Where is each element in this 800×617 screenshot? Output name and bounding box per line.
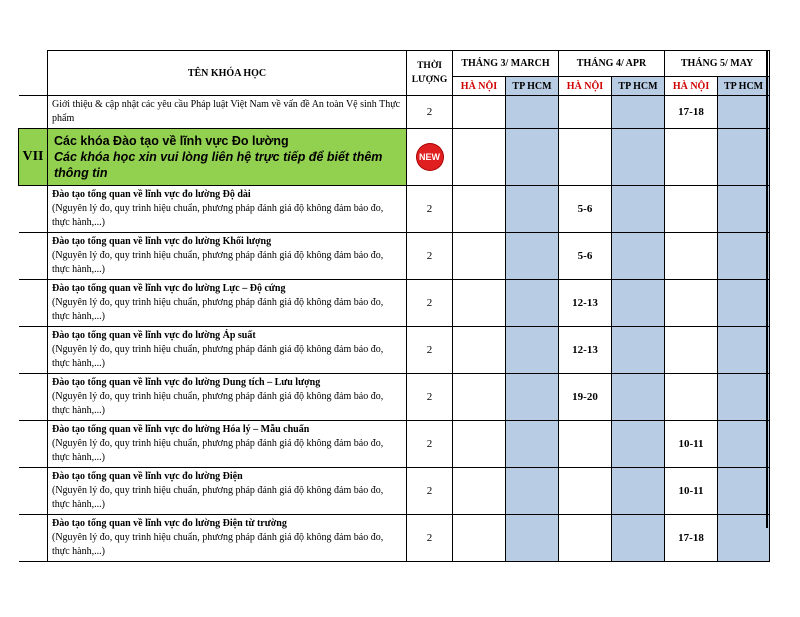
city-hanoi-header: HÀ NỘI: [665, 77, 718, 96]
section-title-cell: [48, 129, 407, 186]
date-cell-april-hcm: [612, 186, 665, 233]
date-cell-april-hcm: [612, 515, 665, 562]
date-cell-march-hcm: [506, 233, 559, 280]
section-subtitle: Các khóa học xin vui lòng liên hệ trực tiếp để biết thêm thông tin: [54, 150, 383, 180]
date-cell-april-hn: [559, 96, 612, 129]
index-header: [19, 51, 48, 96]
date-cell-april-hn: 5-6: [559, 233, 612, 280]
course-title-cell: [48, 327, 407, 374]
empty-cell: [718, 129, 770, 186]
course-title-cell: [48, 280, 407, 327]
date-cell-may-hn: [665, 374, 718, 421]
city-hcm-header: TP HCM: [718, 77, 770, 96]
date-cell-april-hcm: [612, 233, 665, 280]
table-row: [19, 374, 770, 421]
course-description: (Nguyên lý đo, quy trình hiệu chuẩn, phương pháp đánh giá độ không đảm bảo đo, thực hành,...): [52, 344, 384, 369]
date-cell-april-hn: [559, 421, 612, 468]
date-cell-march-hn: [453, 96, 506, 129]
date-cell-may-hcm: [718, 468, 770, 515]
header-row-months: [19, 51, 770, 77]
course-title: Giới thiệu & cập nhật các yêu cầu Pháp luật Việt Nam về vấn đề An toàn Vệ sinh Thực phẩm: [52, 99, 401, 124]
date-cell-april-hn: 19-20: [559, 374, 612, 421]
date-cell-may-hn: 10-11: [665, 468, 718, 515]
date-cell-march-hcm: [506, 515, 559, 562]
table-row: [19, 280, 770, 327]
row-index-cell: [19, 186, 48, 233]
course-description: (Nguyên lý đo, quy trình hiệu chuẩn, phương pháp đánh giá độ không đảm bảo đo, thực hành,...): [52, 250, 384, 275]
empty-cell: [612, 129, 665, 186]
course-title: Đào tạo tổng quan về lĩnh vực đo lường Hóa lý – Mẫu chuẩn: [52, 424, 310, 435]
date-cell-march-hcm: [506, 421, 559, 468]
course-title-cell: [48, 374, 407, 421]
row-index-cell: [19, 421, 48, 468]
date-cell-may-hcm: [718, 233, 770, 280]
date-cell-march-hn: [453, 374, 506, 421]
date-cell-march-hcm: [506, 468, 559, 515]
row-index-cell: [19, 233, 48, 280]
duration-cell: 2: [407, 327, 453, 374]
table-row: [19, 96, 770, 129]
date-cell-may-hcm: [718, 421, 770, 468]
empty-cell: [506, 129, 559, 186]
date-cell-may-hn: [665, 280, 718, 327]
date-cell-may-hcm: [718, 515, 770, 562]
duration-cell: 2: [407, 515, 453, 562]
date-cell-may-hn: 17-18: [665, 515, 718, 562]
date-cell-april-hcm: [612, 96, 665, 129]
date-cell-may-hn: 10-11: [665, 421, 718, 468]
course-description: (Nguyên lý đo, quy trình hiệu chuẩn, phương pháp đánh giá độ không đảm bảo đo, thực hành,...): [52, 297, 384, 322]
date-cell-may-hn: [665, 233, 718, 280]
table-row: [19, 468, 770, 515]
course-title: Đào tạo tổng quan về lĩnh vực đo lường Lực – Độ cứng: [52, 283, 286, 294]
section-number: VII: [19, 129, 48, 186]
duration-header-line2: LƯỢNG: [411, 75, 448, 85]
duration-cell: 2: [407, 96, 453, 129]
date-cell-march-hn: [453, 421, 506, 468]
date-cell-april-hcm: [612, 374, 665, 421]
date-cell-march-hcm: [506, 327, 559, 374]
course-list: [19, 186, 770, 562]
row-index-cell: [19, 280, 48, 327]
course-description: (Nguyên lý đo, quy trình hiệu chuẩn, phương pháp đánh giá độ không đảm bảo đo, thực hành,...): [52, 438, 384, 463]
row-index-cell: [19, 468, 48, 515]
city-hanoi-header: HÀ NỘI: [453, 77, 506, 96]
empty-cell: [453, 129, 506, 186]
empty-cell: [559, 129, 612, 186]
date-cell-april-hn: [559, 468, 612, 515]
date-cell-may-hn: [665, 327, 718, 374]
duration-cell: 2: [407, 186, 453, 233]
course-description: (Nguyên lý đo, quy trình hiệu chuẩn, phương pháp đánh giá độ không đảm bảo đo, thực hành,...): [52, 532, 384, 557]
date-cell-april-hn: [559, 515, 612, 562]
date-cell-march-hn: [453, 468, 506, 515]
city-hcm-header: TP HCM: [612, 77, 665, 96]
month-may-header: THÁNG 5/ MAY: [665, 51, 770, 77]
duration-cell: 2: [407, 421, 453, 468]
table-row: [19, 421, 770, 468]
date-cell-may-hcm: [718, 186, 770, 233]
duration-cell: 2: [407, 280, 453, 327]
date-cell-april-hcm: [612, 280, 665, 327]
month-march-header: THÁNG 3/ MARCH: [453, 51, 559, 77]
date-cell-april-hcm: [612, 421, 665, 468]
course-title: Đào tạo tổng quan về lĩnh vực đo lường Điện từ trường: [52, 518, 287, 529]
date-cell-april-hn: 12-13: [559, 280, 612, 327]
date-cell-march-hn: [453, 280, 506, 327]
new-badge-icon: NEW: [417, 144, 443, 170]
date-cell-may-hcm: [718, 96, 770, 129]
course-description: (Nguyên lý đo, quy trình hiệu chuẩn, phương pháp đánh giá độ không đảm bảo đo, thực hành,...): [52, 203, 384, 228]
course-name-header: TÊN KHÓA HỌC: [48, 51, 407, 96]
section-row: [19, 129, 770, 186]
month-april-header: THÁNG 4/ APR: [559, 51, 665, 77]
city-hcm-header: TP HCM: [506, 77, 559, 96]
date-cell-april-hcm: [612, 327, 665, 374]
duration-cell: 2: [407, 374, 453, 421]
duration-header-line1: THỜI: [417, 61, 442, 71]
course-title: Đào tạo tổng quan về lĩnh vực đo lường Điện: [52, 471, 243, 482]
section-title: Các khóa Đào tạo về lĩnh vực Đo lường: [54, 134, 289, 148]
date-cell-may-hcm: [718, 374, 770, 421]
course-title-cell: [48, 96, 407, 129]
date-cell-april-hn: 5-6: [559, 186, 612, 233]
course-title: Đào tạo tổng quan về lĩnh vực đo lường Dung tích – Lưu lượng: [52, 377, 321, 388]
date-cell-march-hcm: [506, 280, 559, 327]
course-description: (Nguyên lý đo, quy trình hiệu chuẩn, phương pháp đánh giá độ không đảm bảo đo, thực hành,...): [52, 391, 384, 416]
course-title-cell: [48, 515, 407, 562]
course-title-cell: [48, 421, 407, 468]
empty-cell: [665, 129, 718, 186]
date-cell-march-hn: [453, 186, 506, 233]
row-index-cell: [19, 327, 48, 374]
date-cell-april-hcm: [612, 468, 665, 515]
row-index-cell: [19, 96, 48, 129]
duration-cell: 2: [407, 468, 453, 515]
date-cell-april-hn: 12-13: [559, 327, 612, 374]
date-cell-may-hn: 17-18: [665, 96, 718, 129]
course-title-cell: [48, 468, 407, 515]
date-cell-may-hcm: [718, 280, 770, 327]
badge-cell: [407, 129, 453, 186]
date-cell-may-hn: [665, 186, 718, 233]
course-title: Đào tạo tổng quan về lĩnh vực đo lường Khối lượng: [52, 236, 272, 247]
row-index-cell: [19, 374, 48, 421]
course-description: (Nguyên lý đo, quy trình hiệu chuẩn, phương pháp đánh giá độ không đảm bảo đo, thực hành,...): [52, 485, 384, 510]
table-row: [19, 233, 770, 280]
city-hanoi-header: HÀ NỘI: [559, 77, 612, 96]
course-title-cell: [48, 233, 407, 280]
date-cell-march-hcm: [506, 374, 559, 421]
date-cell-march-hcm: [506, 96, 559, 129]
duration-cell: 2: [407, 233, 453, 280]
date-cell-march-hn: [453, 515, 506, 562]
duration-header: [407, 51, 453, 96]
row-index-cell: [19, 515, 48, 562]
course-title: Đào tạo tổng quan về lĩnh vực đo lường Áp suất: [52, 330, 256, 341]
date-cell-march-hn: [453, 233, 506, 280]
table-row: [19, 515, 770, 562]
course-title-cell: [48, 186, 407, 233]
date-cell-may-hcm: [718, 327, 770, 374]
course-schedule-table: [18, 50, 770, 562]
course-title: Đào tạo tổng quan về lĩnh vực đo lường Độ dài: [52, 189, 251, 200]
date-cell-march-hn: [453, 327, 506, 374]
table-row: [19, 327, 770, 374]
right-border-bar: [766, 50, 768, 528]
table-row: [19, 186, 770, 233]
date-cell-march-hcm: [506, 186, 559, 233]
